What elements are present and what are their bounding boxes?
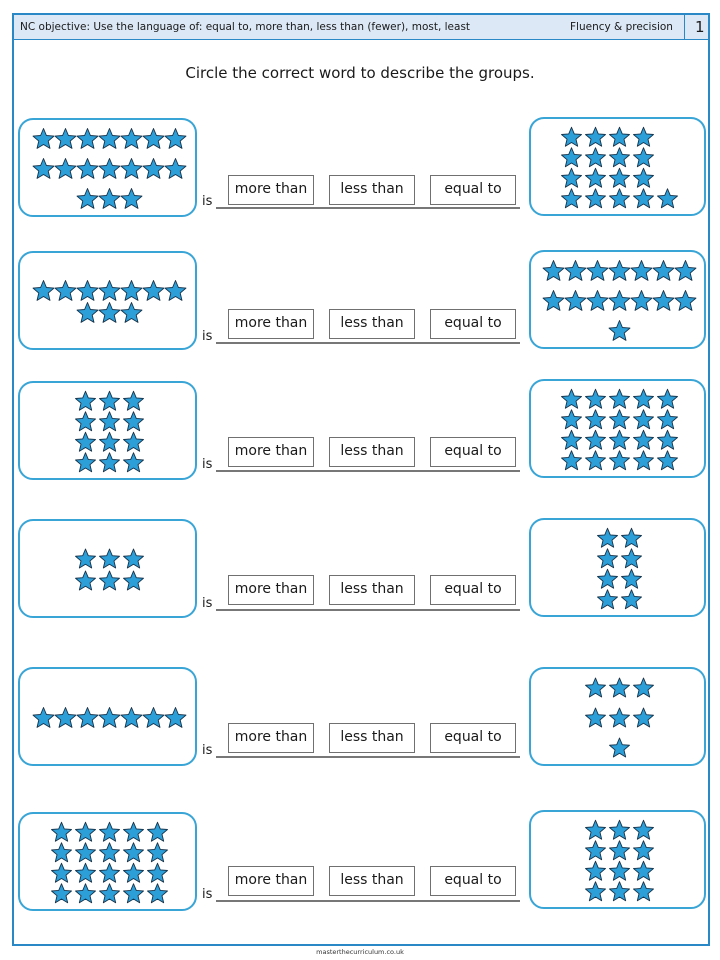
- star-icon: [33, 129, 54, 149]
- star-icon: [99, 303, 120, 323]
- star-icon: [52, 863, 72, 882]
- star-icon: [76, 549, 96, 568]
- star-icon: [55, 708, 76, 728]
- star-icon: [148, 822, 168, 841]
- star-icon: [562, 127, 582, 146]
- star-group-graphic: [531, 669, 708, 768]
- star-icon: [610, 738, 630, 757]
- star-icon: [562, 451, 582, 470]
- star-icon: [586, 882, 606, 901]
- star-icon: [610, 148, 630, 167]
- star-icon: [634, 430, 654, 449]
- star-icon: [562, 410, 582, 429]
- star-icon: [165, 708, 186, 728]
- star-icon: [634, 882, 654, 901]
- star-group-graphic: [531, 812, 708, 911]
- star-icon: [99, 129, 120, 149]
- star-icon: [124, 391, 144, 410]
- star-icon: [658, 430, 678, 449]
- category-text: Fluency & precision: [570, 21, 673, 33]
- star-icon: [77, 129, 98, 149]
- right-star-group: [529, 518, 706, 617]
- star-icon: [33, 708, 54, 728]
- star-icon: [610, 861, 630, 880]
- star-icon: [586, 389, 606, 408]
- star-icon: [165, 129, 186, 149]
- right-star-group: [529, 250, 706, 349]
- star-icon: [610, 678, 630, 697]
- star-icon: [586, 430, 606, 449]
- less-than-option[interactable]: less than: [329, 309, 415, 339]
- more-than-option[interactable]: more than: [228, 723, 314, 753]
- star-icon: [622, 590, 642, 609]
- right-star-group: [529, 117, 706, 216]
- star-icon: [76, 391, 96, 410]
- answer-line: [216, 342, 520, 344]
- star-icon: [610, 430, 630, 449]
- star-icon: [33, 281, 54, 301]
- equal-to-option[interactable]: equal to: [430, 175, 516, 205]
- left-star-group: [18, 667, 197, 766]
- star-icon: [653, 261, 674, 281]
- star-icon: [622, 549, 642, 568]
- star-icon: [100, 822, 120, 841]
- star-icon: [586, 127, 606, 146]
- star-icon: [33, 159, 54, 179]
- more-than-option[interactable]: more than: [228, 309, 314, 339]
- star-group-graphic: [20, 521, 199, 620]
- star-icon: [77, 281, 98, 301]
- star-icon: [76, 432, 96, 451]
- left-star-group: [18, 812, 197, 911]
- star-icon: [99, 189, 120, 209]
- star-icon: [52, 843, 72, 862]
- star-icon: [598, 549, 618, 568]
- star-icon: [143, 708, 164, 728]
- star-icon: [598, 590, 618, 609]
- star-icon: [99, 159, 120, 179]
- star-icon: [675, 291, 696, 311]
- more-than-option[interactable]: more than: [228, 175, 314, 205]
- star-icon: [610, 882, 630, 901]
- star-group-graphic: [20, 383, 199, 482]
- header-bar: [12, 13, 710, 40]
- is-label: is: [202, 743, 213, 758]
- answer-line: [216, 900, 520, 902]
- star-icon: [634, 678, 654, 697]
- star-icon: [77, 708, 98, 728]
- star-icon: [76, 884, 96, 903]
- star-icon: [121, 129, 142, 149]
- more-than-option[interactable]: more than: [228, 437, 314, 467]
- is-label: is: [202, 329, 213, 344]
- answer-line: [216, 470, 520, 472]
- star-icon: [634, 861, 654, 880]
- star-icon: [610, 820, 630, 839]
- star-icon: [610, 189, 630, 208]
- star-group-graphic: [531, 252, 708, 351]
- star-icon: [658, 451, 678, 470]
- star-icon: [121, 303, 142, 323]
- star-icon: [121, 189, 142, 209]
- star-icon: [100, 453, 120, 472]
- is-label: is: [202, 596, 213, 611]
- star-icon: [610, 410, 630, 429]
- star-icon: [124, 571, 144, 590]
- star-icon: [148, 843, 168, 862]
- instruction: Circle the correct word to describe the groups.: [185, 64, 535, 82]
- star-icon: [543, 261, 564, 281]
- star-icon: [586, 678, 606, 697]
- star-icon: [658, 389, 678, 408]
- star-icon: [562, 430, 582, 449]
- star-icon: [610, 168, 630, 187]
- star-icon: [586, 841, 606, 860]
- less-than-option[interactable]: less than: [329, 175, 415, 205]
- star-icon: [634, 148, 654, 167]
- star-icon: [586, 451, 606, 470]
- right-star-group: [529, 379, 706, 478]
- star-icon: [634, 451, 654, 470]
- star-icon: [610, 451, 630, 470]
- less-than-option[interactable]: less than: [329, 437, 415, 467]
- star-icon: [55, 281, 76, 301]
- star-icon: [634, 841, 654, 860]
- star-icon: [148, 884, 168, 903]
- is-label: is: [202, 194, 213, 209]
- star-icon: [675, 261, 696, 281]
- star-icon: [610, 127, 630, 146]
- star-group-graphic: [20, 814, 199, 913]
- star-icon: [100, 884, 120, 903]
- star-icon: [124, 549, 144, 568]
- star-icon: [634, 189, 654, 208]
- star-icon: [610, 708, 630, 727]
- answer-line: [216, 207, 520, 209]
- star-icon: [609, 321, 630, 341]
- star-icon: [634, 389, 654, 408]
- star-icon: [100, 391, 120, 410]
- left-star-group: [18, 118, 197, 217]
- star-icon: [76, 453, 96, 472]
- star-icon: [634, 410, 654, 429]
- footer-url: masterthecurriculum.co.uk: [316, 948, 404, 956]
- star-icon: [634, 127, 654, 146]
- star-icon: [562, 389, 582, 408]
- star-icon: [124, 453, 144, 472]
- star-icon: [165, 159, 186, 179]
- answer-line: [216, 756, 520, 758]
- header-divider: [684, 15, 685, 40]
- star-icon: [99, 708, 120, 728]
- star-icon: [143, 159, 164, 179]
- star-icon: [622, 569, 642, 588]
- star-icon: [609, 261, 630, 281]
- star-icon: [598, 528, 618, 547]
- star-icon: [586, 168, 606, 187]
- star-icon: [631, 261, 652, 281]
- star-icon: [124, 863, 144, 882]
- is-label: is: [202, 457, 213, 472]
- star-icon: [562, 168, 582, 187]
- more-than-option[interactable]: more than: [228, 575, 314, 605]
- star-icon: [76, 843, 96, 862]
- star-icon: [100, 571, 120, 590]
- page-number: 1: [695, 18, 705, 36]
- star-icon: [565, 291, 586, 311]
- star-icon: [562, 189, 582, 208]
- star-icon: [634, 168, 654, 187]
- star-group-graphic: [20, 120, 199, 219]
- answer-line: [216, 609, 520, 611]
- star-icon: [77, 189, 98, 209]
- star-icon: [148, 863, 168, 882]
- star-group-graphic: [531, 119, 708, 218]
- is-label: is: [202, 887, 213, 902]
- star-icon: [598, 569, 618, 588]
- star-icon: [586, 820, 606, 839]
- star-icon: [622, 528, 642, 547]
- star-icon: [587, 291, 608, 311]
- star-icon: [76, 412, 96, 431]
- star-icon: [634, 708, 654, 727]
- less-than-option[interactable]: less than: [329, 866, 415, 896]
- right-star-group: [529, 667, 706, 766]
- right-star-group: [529, 810, 706, 909]
- star-icon: [124, 822, 144, 841]
- equal-to-option[interactable]: equal to: [430, 723, 516, 753]
- star-icon: [631, 291, 652, 311]
- star-icon: [610, 389, 630, 408]
- more-than-option[interactable]: more than: [228, 866, 314, 896]
- star-icon: [543, 291, 564, 311]
- star-group-graphic: [20, 669, 199, 768]
- star-icon: [76, 571, 96, 590]
- star-icon: [586, 708, 606, 727]
- star-icon: [100, 863, 120, 882]
- star-icon: [121, 708, 142, 728]
- star-icon: [610, 841, 630, 860]
- star-group-graphic: [531, 381, 708, 480]
- equal-to-option[interactable]: equal to: [430, 575, 516, 605]
- star-icon: [52, 884, 72, 903]
- star-icon: [121, 281, 142, 301]
- equal-to-option[interactable]: equal to: [430, 866, 516, 896]
- star-icon: [586, 861, 606, 880]
- equal-to-option[interactable]: equal to: [430, 309, 516, 339]
- star-icon: [658, 189, 678, 208]
- left-star-group: [18, 519, 197, 618]
- star-icon: [124, 884, 144, 903]
- star-icon: [634, 820, 654, 839]
- star-icon: [77, 159, 98, 179]
- star-icon: [143, 129, 164, 149]
- star-icon: [100, 432, 120, 451]
- star-icon: [562, 148, 582, 167]
- star-icon: [653, 291, 674, 311]
- star-icon: [55, 159, 76, 179]
- star-icon: [124, 412, 144, 431]
- star-icon: [124, 843, 144, 862]
- star-icon: [165, 281, 186, 301]
- star-icon: [586, 410, 606, 429]
- star-icon: [100, 412, 120, 431]
- star-icon: [55, 129, 76, 149]
- star-icon: [52, 822, 72, 841]
- star-icon: [609, 291, 630, 311]
- star-group-graphic: [20, 253, 199, 352]
- star-icon: [77, 303, 98, 323]
- less-than-option[interactable]: less than: [329, 723, 415, 753]
- star-icon: [99, 281, 120, 301]
- star-icon: [100, 549, 120, 568]
- star-icon: [76, 863, 96, 882]
- star-icon: [143, 281, 164, 301]
- left-star-group: [18, 381, 197, 480]
- objective-text: NC objective: Use the language of: equal to, more than, less than (fewer), most, least: [20, 21, 471, 33]
- less-than-option[interactable]: less than: [329, 575, 415, 605]
- star-icon: [586, 189, 606, 208]
- star-icon: [586, 148, 606, 167]
- star-icon: [658, 410, 678, 429]
- equal-to-option[interactable]: equal to: [430, 437, 516, 467]
- star-icon: [76, 822, 96, 841]
- star-icon: [587, 261, 608, 281]
- star-icon: [100, 843, 120, 862]
- left-star-group: [18, 251, 197, 350]
- star-group-graphic: [531, 520, 708, 619]
- star-icon: [121, 159, 142, 179]
- star-icon: [124, 432, 144, 451]
- star-icon: [565, 261, 586, 281]
